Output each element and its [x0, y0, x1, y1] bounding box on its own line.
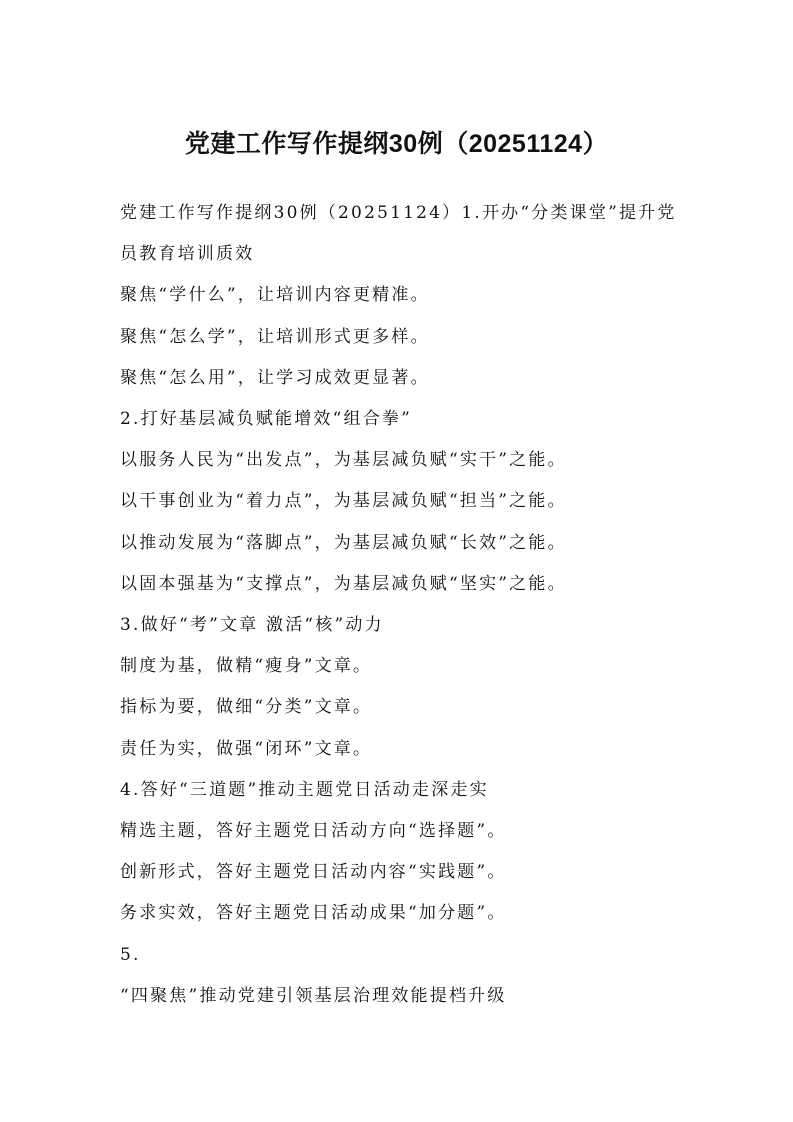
- paragraph-line: 以推动发展为“落脚点”，为基层减负赋“长效”之能。: [120, 532, 567, 553]
- section-heading: 4.答好“三道题”推动主题党日活动走深走实: [120, 779, 489, 800]
- paragraph-line: 聚焦“怎么学”，让培训形式更多样。: [120, 326, 430, 347]
- paragraph-line: 以干事创业为“着力点”，为基层减负赋“担当”之能。: [120, 491, 567, 512]
- section-heading: 2.打好基层减负赋能增效“组合拳”: [120, 409, 413, 430]
- paragraph-line: 创新形式，答好主题党日活动内容“实践题”。: [120, 862, 507, 883]
- section-heading: “四聚焦”推动党建引领基层治理效能提档升级: [120, 985, 507, 1006]
- paragraph-line: 党建工作写作提纲30例（20251124）1.开办“分类课堂”提升党员教育培训质效: [120, 203, 677, 265]
- section-heading: 3.做好“考”文章 激活“核”动力: [120, 615, 384, 636]
- paragraph-line: 责任为实，做强“闭环”文章。: [120, 738, 373, 759]
- paragraph-line: 以服务人民为“出发点”，为基层减负赋“实干”之能。: [120, 450, 567, 471]
- paragraph-line: 务求实效，答好主题党日活动成果“加分题”。: [120, 903, 507, 924]
- paragraph-line: 聚焦“学什么”，让培训内容更精准。: [120, 285, 430, 306]
- document-body: [120, 193, 680, 1017]
- paragraph-line: 以固本强基为“支撑点”，为基层减负赋“坚实”之能。: [120, 573, 567, 594]
- section-number: 5.: [120, 944, 141, 965]
- paragraph-line: 指标为要，做细“分类”文章。: [120, 697, 373, 718]
- document-title: 党建工作写作提纲30例（20251124）: [184, 130, 609, 158]
- paragraph-line: 制度为基，做精“瘦身”文章。: [120, 656, 373, 677]
- paragraph-line: 聚焦“怎么用”，让学习成效更显著。: [120, 367, 430, 388]
- paragraph-line: 精选主题，答好主题党日活动方向“选择题”。: [120, 821, 507, 842]
